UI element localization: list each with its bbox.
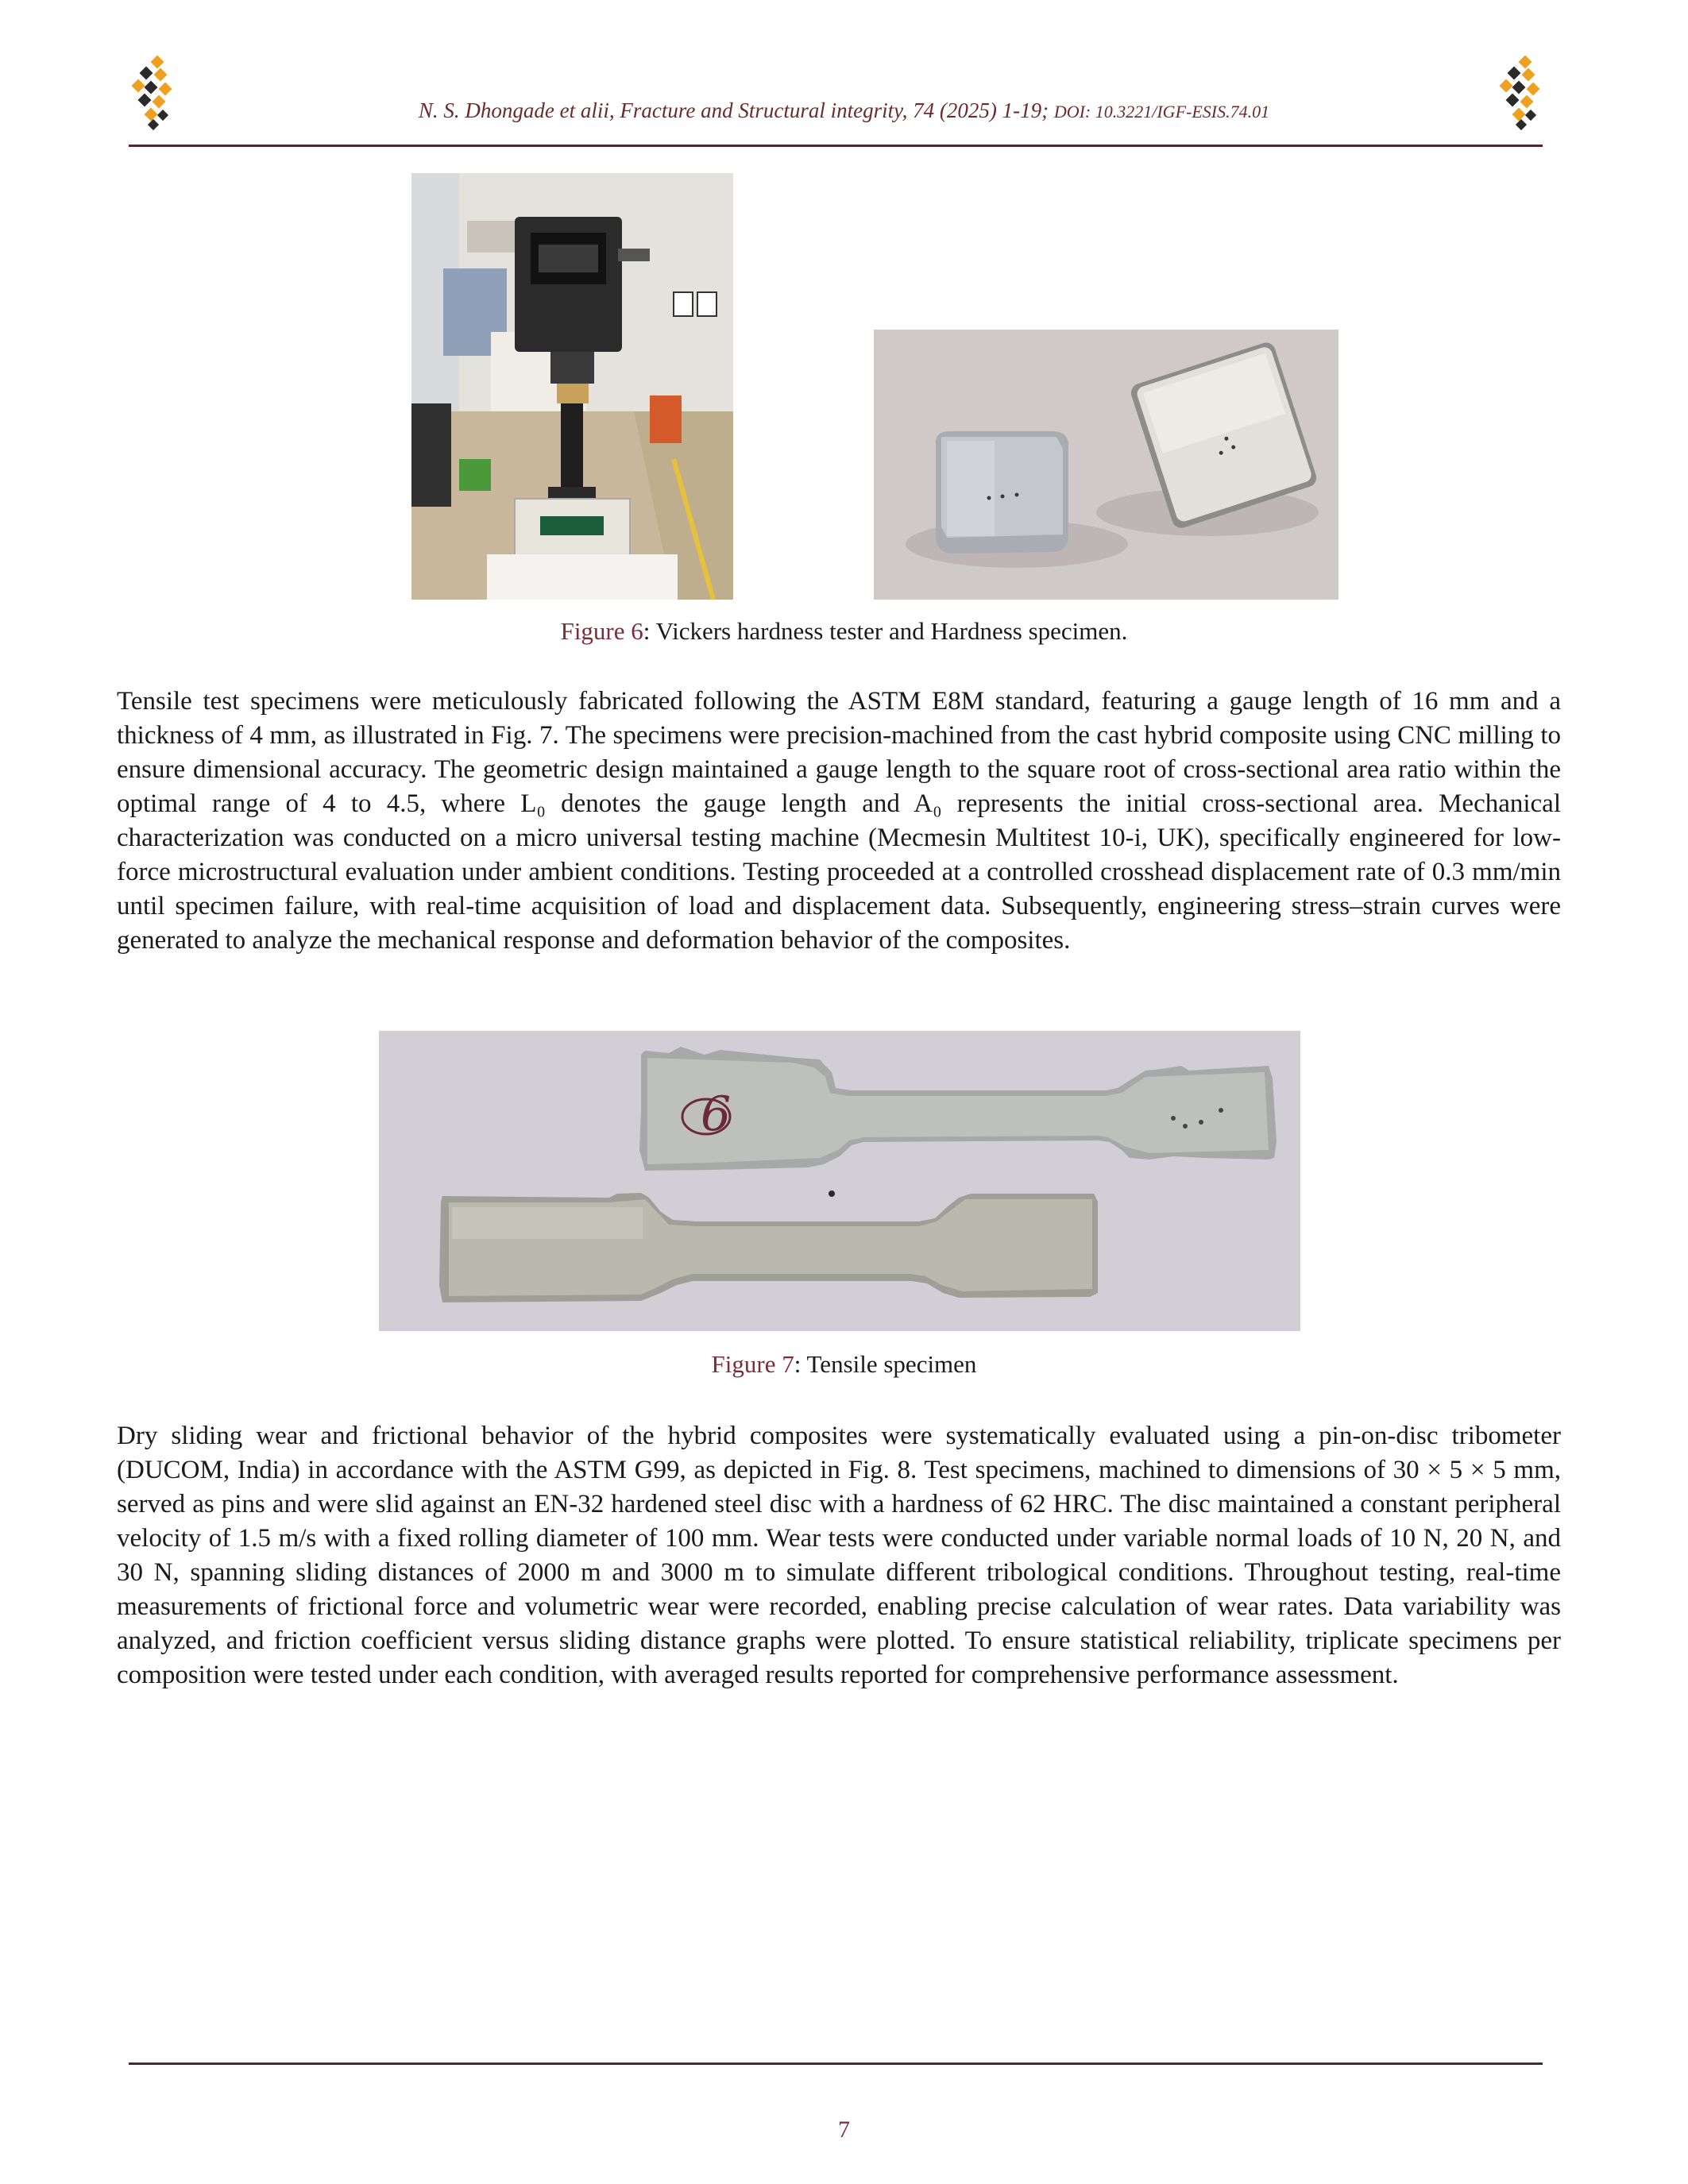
paragraph-tensile: Tensile test specimens were meticulously fabricated following the ASTM E8M standard, featuring a gauge length of 16 mm and a thickness of 4 mm, as illustrated in Fig. 7. The specimens were precision-machined from the cast hybrid composite using CNC milling to ensure dimensional accuracy. The geometric design maintained a gauge length to the square root of cross-sectional area ratio within the optimal range of 4 to 4.5, where L₀ denotes the gauge length and A₀ represents the initial cross-sectional area. Mechanical characterization was conducted on a micro universal testing machine (Mecmesin Multitest 10-i, UK), specifically engineered for low-force microstructural evaluation under ambient conditions. Testing proceeded at a controlled crosshead displacement rate of 0.3 mm/min until specimen failure, with real-time acquisition of load and displacement data. Subsequently, engineering stress–strain curves were generated to analyze the mechanical response and deformation behavior of the composites.	[117, 687, 1561, 955]
hardness-specimen-photo	[874, 330, 1338, 600]
footer-rule	[129, 2062, 1543, 2065]
paragraph-wear: Dry sliding wear and frictional behavior of the hybrid composites were systematically evaluated using a pin-on-disc tribometer (DUCOM, India) in accordance with the ASTM G99, as depicted in Fig. 8. Test specimens, machined to dimensions of 30 × 5 × 5 mm, served as pins and were slid against an EN-32 hardened steel disc with a hardness of 62 HRC. The disc maintained a constant peripheral velocity of 1.5 m/s with a fixed rolling diameter of 100 mm. Wear tests were conducted under variable normal loads of 10 N, 20 N, and 30 N, spanning sliding distances of 2000 m and 3000 m to simulate different tribological conditions. Throughout testing, real-time measurements of frictional force and volumetric wear were recorded, enabling precise calculation of wear rates. Data variability was analyzed, and friction coefficient versus sliding distance graphs were plotted. To ensure statistical reliability, triplicate specimens per composition were tested under each condition, with averaged results reported for comprehensive performance assessment.	[117, 1422, 1561, 1689]
figure-6-label: Figure 6	[560, 617, 643, 645]
figure-6-caption	[0, 617, 1688, 646]
figure-7-label: Figure 7	[711, 1350, 794, 1378]
figure-7-caption	[0, 1350, 1688, 1379]
tensile-specimen-photo	[379, 1031, 1300, 1331]
page-number: 7	[838, 2116, 850, 2143]
specimen-mark: 6	[701, 1086, 732, 1142]
figure-6-caption-text: : Vickers hardness tester and Hardness specimen.	[643, 617, 1128, 645]
header-rule	[129, 145, 1543, 147]
vickers-tester-photo	[411, 173, 733, 600]
citation: N. S. Dhongade et alii, Fracture and Structural integrity, 74 (2025) 1-19;	[418, 98, 1049, 122]
doi: DOI: 10.3221/IGF-ESIS.74.01	[1053, 102, 1270, 122]
figure-7-caption-text: : Tensile specimen	[794, 1350, 977, 1378]
running-head	[0, 98, 1688, 123]
